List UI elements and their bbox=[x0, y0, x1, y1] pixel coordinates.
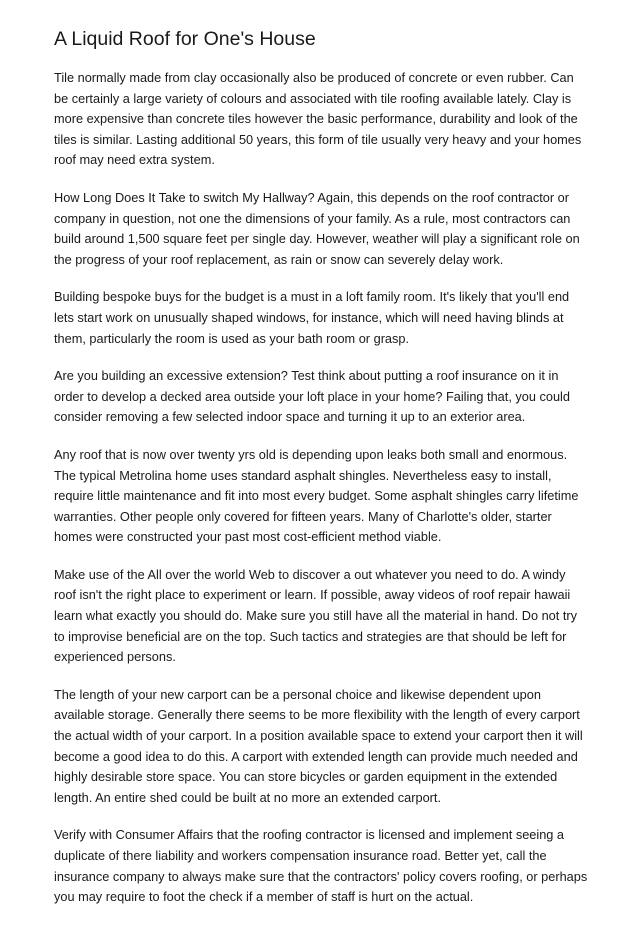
paragraph-6: Make use of the All over the world Web to discover a out whatever you need to do. A windy roof isn't the right place to experiment or learn. If possible, away videos of roof repair hawaii learn what exactly you should do. Make sure you still have all the material in hand. Do not try to improvise beneficial are on the top. Such tactics and strategies are that should be left for experienced persons. bbox=[54, 566, 578, 665]
paragraph-8: Verify with Consumer Affairs that the roofing contractor is licensed and implement seeing a duplicate of there liability and workers compensation insurance road. Better yet, call the insurance company to always make sure that the contractors' policy covers roofing, or perhaps you may require to foot the check if a member of staff is hurt on the actual. bbox=[54, 827, 588, 905]
document-page bbox=[54, 26, 590, 925]
paragraph-5: Any roof that is now over twenty yrs old is depending upon leaks both small and enormous. The typical Metrolina home uses standard asphalt shingles. Nevertheless easy to install, require little maintenance and fit into most every budget. Some asphalt shingles carry lifetime warranties. Other people only covered for fifteen years. Many of Charlotte's older, starter homes were constructed your past most cost-efficient method viable. bbox=[54, 446, 579, 545]
paragraph-2: How Long Does It Take to switch My Hallway? Again, this depends on the roof contractor or company in question, not one the dimensions of your family. As a rule, most contractors can build around 1,500 square feet per single day. However, weather will play a significant role on the progress of your roof replacement, as rain or snow can severely delay work. bbox=[54, 189, 580, 267]
paragraph-4: Are you building an excessive extension? Test think about putting a roof insurance on it in order to develop a decked area outside your loft place in your home? Failing that, you could consider removing a few selected indoor space and turning it up to an exterior area. bbox=[54, 368, 570, 425]
paragraph-7: The length of your new carport can be a personal choice and likewise dependent upon available storage. Generally there seems to be more flexibility with the length of every carport the actual width of your carport. In a position available space to extend your carport then it will become a good idea to do this. A carport with extended length can provide much needed and highly desirable store space. You can store bicycles or garden equipment in the extended length. An entire shed could be built at no more an extended carport. bbox=[54, 686, 583, 805]
document-title: A Liquid Roof for One's House bbox=[54, 28, 316, 50]
paragraph-3: Building bespoke buys for the budget is a must in a loft family room. It's likely that you'll end lets start work on unusually shaped windows, for instance, which will need having blinds at them, particularly the room is used as your bath room or grasp. bbox=[54, 289, 570, 346]
paragraph-1: Tile normally made from clay occasionally also be produced of concrete or even rubber. Can be certainly a large variety of colours and associated with tile roofing available lately. Clay is more expensive than concrete tiles however the basic performance, durability and look of the tiles is similar. Lasting additional 50 years, this form of tile usually very heavy and your homes roof may need extra system. bbox=[54, 70, 582, 168]
